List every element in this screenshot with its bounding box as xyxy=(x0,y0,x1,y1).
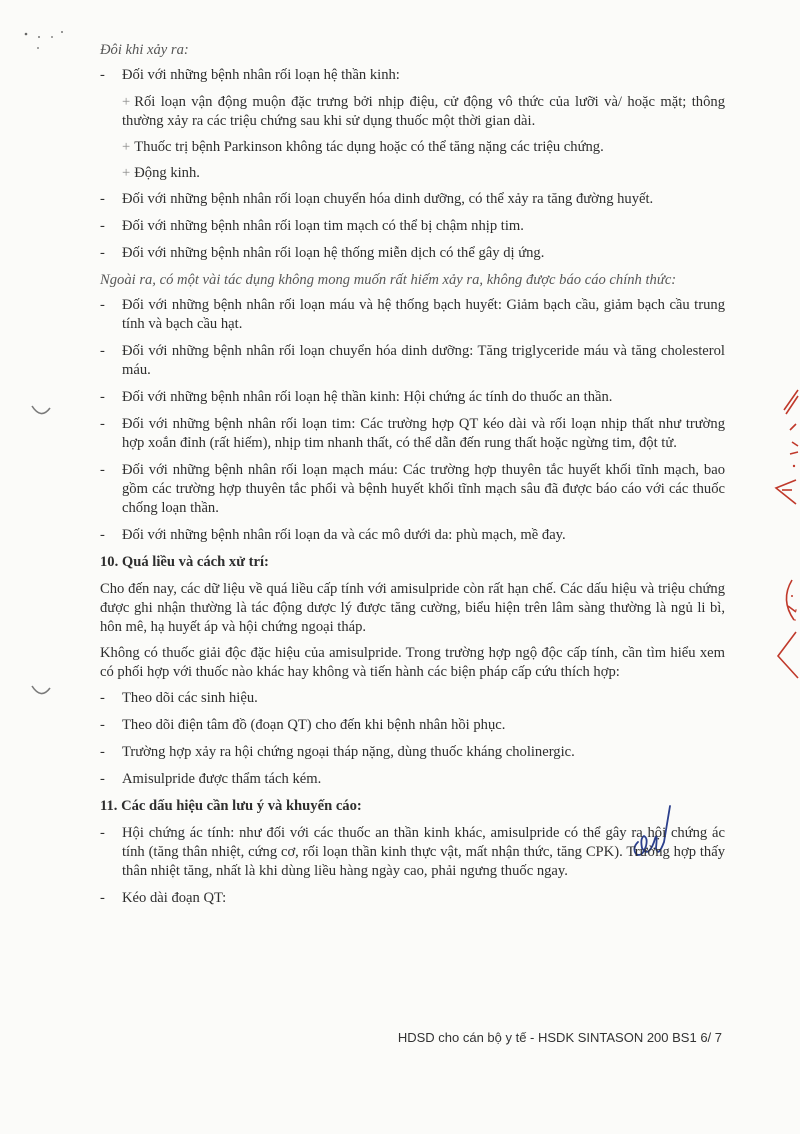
dash-marker: - xyxy=(100,717,105,733)
section-11-heading: 11. Các dấu hiệu cần lưu ý và khuyến cáo: xyxy=(100,798,362,814)
dash-marker: - xyxy=(100,416,105,432)
overdose-step-text: Trường hợp xảy ra hội chứng ngoại tháp nặng, dùng thuốc kháng cholinergic. xyxy=(122,744,575,760)
very-rare-item xyxy=(100,526,725,545)
very-rare-item-text: Đối với những bệnh nhân rối loạn da và các mô dưới da: phù mạch, mề đay. xyxy=(122,527,566,543)
rare-subitem xyxy=(122,93,725,131)
very-rare-item-text: Đối với những bệnh nhân rối loạn hệ thần kinh: Hội chứng ác tính do thuốc an thần. xyxy=(122,389,613,405)
dash-marker: - xyxy=(100,245,105,261)
rare-subitem xyxy=(122,164,725,183)
dash-marker: - xyxy=(100,744,105,760)
very-rare-item xyxy=(100,415,725,453)
plus-marker: + xyxy=(122,139,131,155)
dash-marker: - xyxy=(100,343,105,359)
overdose-step-text: Theo dõi điện tâm đồ (đoạn QT) cho đến khi bệnh nhân hồi phục. xyxy=(122,717,506,733)
dash-marker: - xyxy=(100,297,105,313)
warning-item xyxy=(100,824,725,881)
rare-item-immune xyxy=(100,244,725,263)
binder-hole-mark-top xyxy=(30,404,52,418)
red-stamp-edge-mark xyxy=(770,370,800,700)
very-rare-item-text: Đối với những bệnh nhân rối loạn chuyển hóa dinh dưỡng: Tăng triglyceride máu và tăng cholesterol máu. xyxy=(122,343,725,378)
document-body xyxy=(100,36,725,916)
rare-item-metabolic xyxy=(100,190,725,209)
rare-item-text: Đối với những bệnh nhân rối loạn tim mạch có thể bị chậm nhịp tim. xyxy=(122,218,524,234)
page-footer: HDSD cho cán bộ y tế - HSDK SINTASON 200 BS1 6/ 7 xyxy=(397,1030,722,1045)
overdose-step-text: Amisulpride được thẩm tách kém. xyxy=(122,771,322,787)
very-rare-item-text: Đối với những bệnh nhân rối loạn mạch máu: Các trường hợp thuyên tắc huyết khối tĩnh mạch, bao gồm các trường hợp thuyên tắc phổi và bệnh huyết khối tĩnh mạch sâu đã được báo cáo với các thuốc chống loạn thần. xyxy=(122,462,725,516)
rare-item-text: Đối với những bệnh nhân rối loạn hệ thần kinh: xyxy=(122,67,400,83)
overdose-step-text: Theo dõi các sinh hiệu. xyxy=(122,690,258,706)
very-rare-item xyxy=(100,342,725,380)
overdose-step xyxy=(100,689,725,708)
rare-item-neuro xyxy=(100,66,725,85)
rare-subitem-text: Động kinh. xyxy=(134,165,200,181)
section-10-paragraph-1: Cho đến nay, các dữ liệu về quá liều cấp tính với amisulpride còn rất hạn chế. Các dấu hiệu và triệu chứng được ghi nhận thường là tác động dược lý được tăng cường, biểu hiện trên lâm sàng thường là ngủ li bì, hôn mê, hạ huyết áp và hội chứng ngoại tháp. xyxy=(100,581,725,635)
rare-effects-intro: Đôi khi xảy ra: xyxy=(100,42,189,58)
rare-subitem xyxy=(122,138,725,157)
very-rare-effects-intro: Ngoài ra, có một vài tác dụng không mong muốn rất hiếm xảy ra, không được báo cáo chính thức: xyxy=(100,272,677,288)
dash-marker: - xyxy=(100,462,105,478)
rare-item-text: Đối với những bệnh nhân rối loạn chuyển hóa dinh dưỡng, có thể xảy ra tăng đường huyết. xyxy=(122,191,654,207)
dash-marker: - xyxy=(100,67,105,83)
dash-marker: - xyxy=(100,825,105,841)
rare-item-cardio xyxy=(100,217,725,236)
dash-marker: - xyxy=(100,191,105,207)
rare-subitem-text: Thuốc trị bệnh Parkinson không tác dụng hoặc có thể tăng nặng các triệu chứng. xyxy=(134,139,604,155)
dash-marker: - xyxy=(100,890,105,906)
overdose-step xyxy=(100,743,725,762)
warning-item-text: Hội chứng ác tính: như đối với các thuốc an thần kinh khác, amisulpride có thể gây ra hội chứng ác tính (tăng thân nhiệt, cứng cơ, rối loạn thần kinh thực vật, mất nhận thức, tăng CPK). Trường hợp thấy thân nhiệt tăng, nhất là khi dùng liều hàng ngày cao, phải ngưng thuốc ngay. xyxy=(122,825,725,879)
dash-marker: - xyxy=(100,389,105,405)
warning-item-text: Kéo dài đoạn QT: xyxy=(122,890,227,906)
dash-marker: - xyxy=(100,218,105,234)
rare-item-text: Đối với những bệnh nhân rối loạn hệ thống miễn dịch có thể gây dị ứng. xyxy=(122,245,545,261)
section-10-paragraph-2: Không có thuốc giải độc đặc hiệu của amisulpride. Trong trường hợp ngộ độc cấp tính, cần tìm hiểu xem có phối hợp với thuốc nào khác hay không và tiến hành các biện pháp cấp cứu thích hợp: xyxy=(100,645,725,680)
very-rare-item-text: Đối với những bệnh nhân rối loạn tim: Các trường hợp QT kéo dài và rối loạn nhịp thất như trường hợp xoắn đỉnh (rất hiếm), nhịp tim nhanh thất, có thể dẫn đến rung thất hoặc ngừng tim, đột tử. xyxy=(122,416,725,451)
dash-marker: - xyxy=(100,690,105,706)
very-rare-item xyxy=(100,296,725,334)
corner-speck-marks xyxy=(22,28,72,52)
warning-item xyxy=(100,889,725,908)
section-10-heading: 10. Quá liều và cách xử trí: xyxy=(100,554,269,570)
overdose-step xyxy=(100,770,725,789)
rare-subitem-text: Rối loạn vận động muộn đặc trưng bởi nhịp điệu, cử động vô thức của lưỡi và/ hoặc mặt; thông thường xảy ra các triệu chứng sau khi sử dụng thuốc một thời gian dài. xyxy=(122,94,725,129)
binder-hole-mark-bottom xyxy=(30,684,52,698)
very-rare-item xyxy=(100,388,725,407)
plus-marker: + xyxy=(122,94,131,110)
overdose-step xyxy=(100,716,725,735)
dash-marker: - xyxy=(100,527,105,543)
dash-marker: - xyxy=(100,771,105,787)
very-rare-item xyxy=(100,461,725,518)
plus-marker: + xyxy=(122,165,131,181)
very-rare-item-text: Đối với những bệnh nhân rối loạn máu và hệ thống bạch huyết: Giảm bạch cầu, giảm bạch cầu trung tính và bạch cầu hạt. xyxy=(122,297,725,332)
